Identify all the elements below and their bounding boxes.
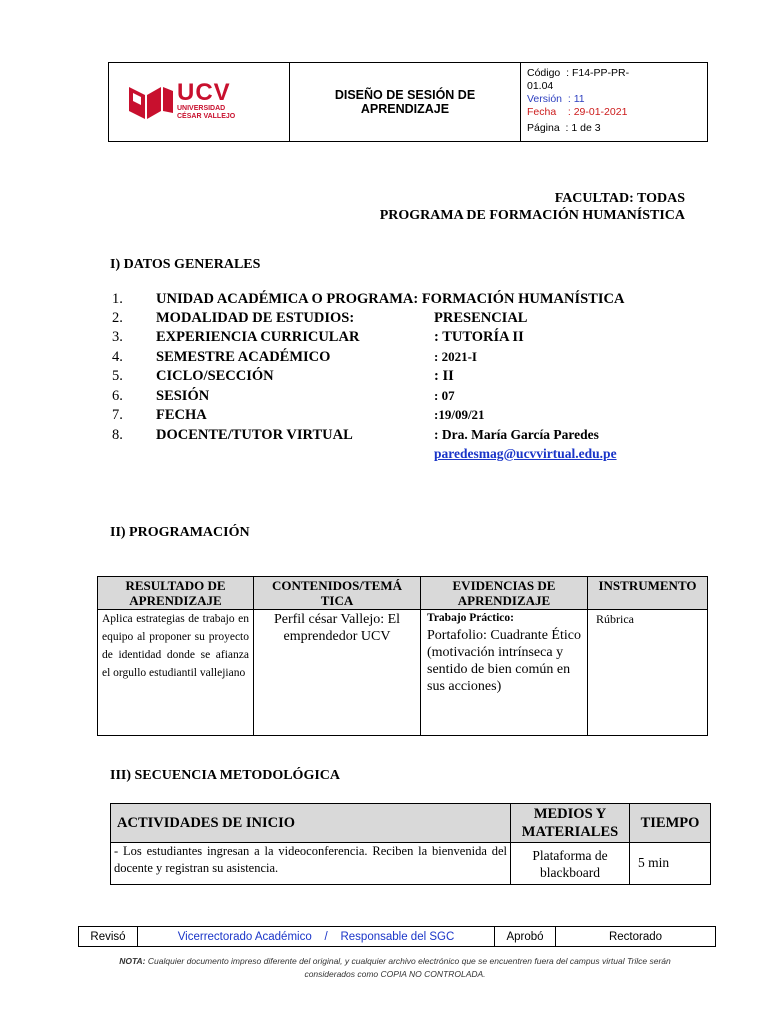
faculty-line: FACULTAD: TODAS	[554, 191, 685, 206]
fecha-label: Fecha	[527, 106, 557, 118]
ucv-logo	[109, 63, 289, 141]
faculty-block	[380, 190, 685, 224]
row-value: : TUTORÍA II	[434, 329, 524, 345]
tiempo-cell: 5 min	[630, 843, 711, 885]
pagina-label: Página	[527, 122, 560, 134]
logo-subtext-1: UNIVERSIDAD	[177, 105, 226, 112]
row-label: EXPERIENCIA CURRICULAR	[156, 329, 360, 345]
row-label: MODALIDAD DE ESTUDIOS:	[156, 310, 355, 326]
codigo-label: Código	[527, 67, 561, 79]
row-value: : II	[434, 368, 454, 384]
logo-text: UCV	[177, 79, 231, 106]
row-value: :19/09/21	[434, 407, 485, 422]
document-header	[108, 62, 708, 142]
row-number: 7.	[112, 407, 123, 423]
row-label: CICLO/SECCIÓN	[156, 368, 274, 384]
row-value: : 07	[434, 388, 455, 403]
row-number: 8.	[112, 427, 123, 443]
section-heading-secuencia: III) SECUENCIA METODOLÓGICA	[110, 768, 341, 783]
document-meta	[521, 63, 708, 142]
note-text: Cualquier documento impreso diferente del original, y cualquier archivo electrónico que se encuentren fuera del campus virtual Trilce serán considerados como COPIA NO CONTROLADA.	[145, 956, 671, 979]
ucv-shield-icon	[127, 83, 175, 123]
program-line: PROGRAMA DE FORMACIÓN HUMANÍSTICA	[379, 208, 685, 223]
codigo-value-2: 01.04	[527, 80, 554, 92]
row-number: 4.	[112, 349, 123, 365]
logo-cell	[109, 63, 290, 142]
secuencia-table	[110, 803, 711, 885]
version-value: : 11	[567, 93, 585, 105]
footer-note	[100, 955, 690, 981]
evidencia-title: Trabajo Práctico:	[427, 612, 514, 624]
column-header: MEDIOS Y MATERIALES	[511, 804, 630, 843]
row-number: 2.	[112, 310, 123, 326]
aprobo-value: Rectorado	[556, 927, 716, 947]
row-number: 6.	[112, 388, 123, 404]
document-title: DISEÑO DE SESIÓN DE APRENDIZAJE	[290, 63, 521, 142]
row-label: SEMESTRE ACADÉMICO	[156, 349, 331, 365]
row-label: DOCENTE/TUTOR VIRTUAL	[156, 427, 353, 443]
tutor-email-link[interactable]: paredesmag@ucvvirtual.edu.pe	[434, 446, 617, 461]
version-label: Versión	[527, 93, 563, 105]
column-header: INSTRUMENTO	[588, 577, 708, 610]
row-number: 3.	[112, 329, 123, 345]
row-number: 5.	[112, 368, 123, 384]
aprobo-label: Aprobó	[495, 927, 556, 947]
row-value: : 2021-I	[434, 349, 477, 364]
row-label: UNIDAD ACADÉMICA O PROGRAMA: FORMACIÓN HUMANÍSTICA	[156, 291, 625, 307]
note-label: NOTA:	[119, 956, 146, 966]
section-heading-programacion: II) PROGRAMACIÓN	[110, 525, 250, 540]
row-value: : Dra. María García Paredes	[434, 427, 599, 442]
logo-subtext-2: CÉSAR VALLEJO	[177, 113, 236, 120]
programacion-table	[97, 576, 708, 736]
column-header: RESULTADO DE APRENDIZAJE	[98, 577, 254, 610]
codigo-value: : F14-PP-PR-	[566, 67, 630, 79]
instrumento-cell: Rúbrica	[588, 610, 708, 736]
pagina-value: : 1 de 3	[565, 122, 601, 134]
reviso-label: Revisó	[79, 927, 138, 947]
row-number: 1.	[112, 291, 123, 307]
row-label: FECHA	[156, 407, 207, 423]
actividad-cell: - Los estudiantes ingresan a la videoconferencia. Reciben la bienvenida del docente y registran su asistencia.	[111, 843, 511, 885]
section-heading-datos: I) DATOS GENERALES	[110, 257, 261, 272]
contenido-cell: Perfil césar Vallejo: El emprendedor UCV	[254, 610, 421, 736]
row-value: PRESENCIAL	[434, 310, 528, 326]
column-header: ACTIVIDADES DE INICIO	[111, 804, 511, 843]
evidencia-text: Portafolio: Cuadrante Ético (motivación intrínseca y sentido de bien común en sus acciones)	[427, 628, 581, 694]
evidencia-cell	[421, 610, 588, 736]
reviso-value: Vicerrectorado Académico / Responsable del SGC	[138, 927, 495, 947]
approval-footer	[78, 926, 716, 947]
resultado-cell: Aplica estrategias de trabajo en equipo al proponer su proyecto de identidad donde se afianza el orgullo estudiantil vallejiano	[98, 610, 254, 736]
column-header: CONTENIDOS/TEMÁ TICA	[254, 577, 421, 610]
column-header: EVIDENCIAS DE APRENDIZAJE	[421, 577, 588, 610]
medios-cell: Plataforma de blackboard	[511, 843, 630, 885]
row-label: SESIÓN	[156, 388, 210, 404]
fecha-value: : 29-01-2021	[567, 106, 628, 118]
column-header: TIEMPO	[630, 804, 711, 843]
